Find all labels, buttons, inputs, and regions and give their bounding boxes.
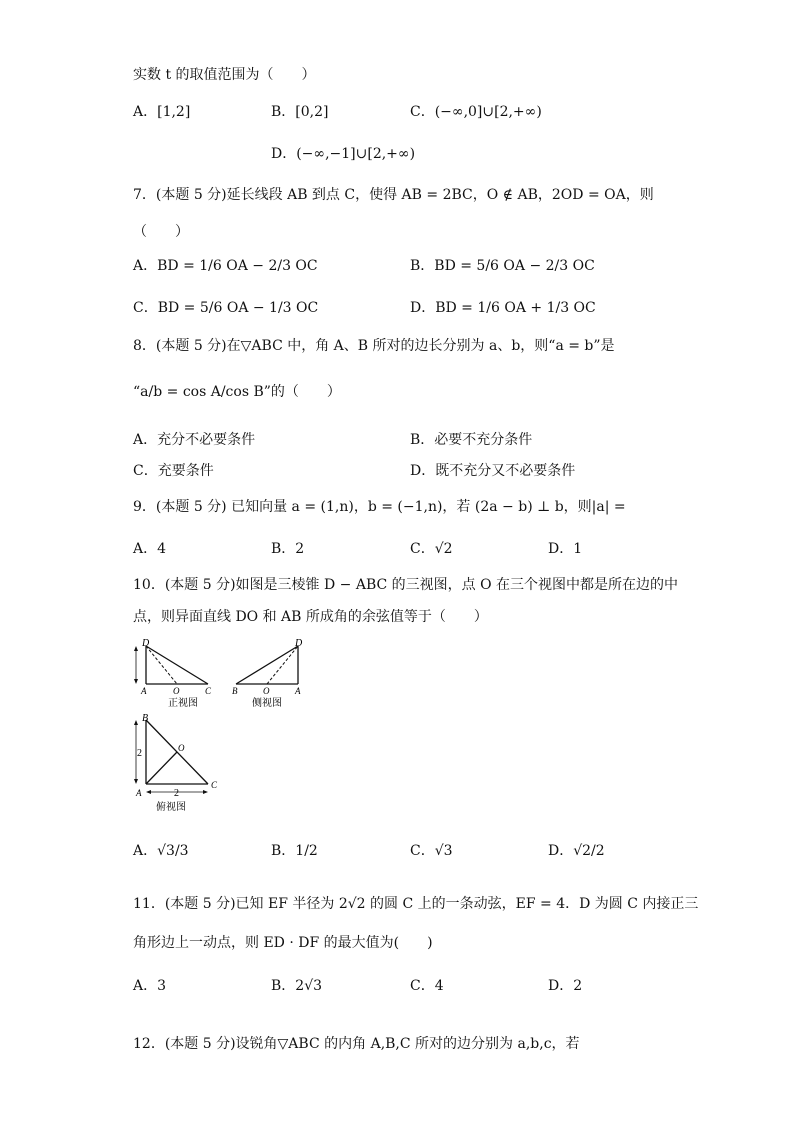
q8-stem: 8．(本题 5 分)在▽ABC 中，角 A、B 所对的边长分别为 a、b，则“a = b”是 — [133, 338, 615, 354]
q9-option-d[interactable]: D．1 — [548, 541, 583, 557]
q7-blank: （ ） — [133, 224, 189, 240]
q11-stem: 11．(本题 5 分)已知 EF 半径为 2√2 的圆 C 上的一条动弦，EF = 4．D 为圆 C 内接正三 — [133, 896, 699, 912]
q11-option-a[interactable]: A．3 — [133, 978, 167, 994]
q9-stem: 9．(本题 5 分) 已知向量 a = (1,n)，b = (−1,n)，若 (2a − b) ⊥ b，则|a| = — [133, 499, 626, 515]
side-view-caption: 侧视图 — [252, 698, 282, 708]
top-label-b: B — [142, 713, 149, 724]
side-label-o: O — [263, 686, 270, 696]
q7-option-a[interactable]: A．BD = 1/6 OA − 2/3 OC — [133, 258, 318, 274]
front-label-c: C — [205, 686, 212, 696]
front-label-o: O — [173, 686, 180, 696]
q10-option-a[interactable]: A．√3/3 — [133, 843, 189, 859]
top-view-figure — [128, 712, 228, 816]
q9-option-b[interactable]: B．2 — [271, 541, 305, 557]
top-view-caption: 俯视图 — [156, 802, 186, 813]
q7-option-b[interactable]: B．BD = 5/6 OA − 2/3 OC — [410, 258, 595, 274]
top-dim-vertical: 2 — [137, 748, 142, 759]
q11-option-c[interactable]: C．4 — [410, 978, 444, 994]
q10-option-d[interactable]: D．√2/2 — [548, 843, 605, 859]
front-label-a: A — [141, 686, 147, 696]
q6-stem-tail: 实数 t 的取值范围为（ ） — [133, 67, 316, 83]
side-label-b: B — [232, 686, 238, 696]
top-label-c: C — [211, 780, 218, 790]
q6-option-b[interactable]: B．[0,2] — [271, 104, 329, 120]
side-label-d: D — [295, 638, 303, 649]
q6-option-d[interactable]: D．(−∞,−1]∪[2,+∞) — [271, 146, 416, 162]
q10-option-c[interactable]: C．√3 — [410, 843, 453, 859]
top-dim-horizontal: 2 — [174, 788, 179, 799]
front-label-d: D — [142, 638, 150, 649]
top-label-a: A — [136, 788, 142, 798]
front-view-figure — [128, 636, 218, 708]
q6-option-a[interactable]: A．[1,2] — [133, 104, 191, 120]
q8-option-c[interactable]: C．充要条件 — [133, 463, 214, 479]
q9-option-c[interactable]: C．√2 — [410, 541, 453, 557]
q7-option-c[interactable]: C．BD = 5/6 OA − 1/3 OC — [133, 300, 319, 316]
q7-option-d[interactable]: D．BD = 1/6 OA + 1/3 OC — [410, 300, 596, 316]
front-view-caption: 正视图 — [168, 698, 198, 708]
side-label-a: A — [295, 686, 301, 696]
q7-stem: 7．(本题 5 分)延长线段 AB 到点 C，使得 AB = 2BC，O ∉ AB，2OD = OA，则 — [133, 187, 654, 203]
q11-option-b[interactable]: B．2√3 — [271, 978, 323, 994]
top-label-o: O — [178, 743, 185, 753]
q8-option-d[interactable]: D．既不充分又不必要条件 — [410, 463, 576, 479]
q8-option-b[interactable]: B．必要不充分条件 — [410, 432, 533, 448]
q9-option-a[interactable]: A．4 — [133, 541, 167, 557]
q10-stem: 10．(本题 5 分)如图是三棱锥 D − ABC 的三视图，点 O 在三个视图中都是所在边的中 — [133, 577, 679, 593]
q10-stem-2: 点，则异面直线 DO 和 AB 所成角的余弦值等于（ ） — [133, 609, 488, 625]
q6-option-c[interactable]: C．(−∞,0]∪[2,+∞) — [410, 104, 542, 120]
q11-option-d[interactable]: D．2 — [548, 978, 583, 994]
q12-stem: 12．(本题 5 分)设锐角▽ABC 的内角 A,B,C 所对的边分别为 a,b,c，若 — [133, 1036, 580, 1052]
q8-stem-2: “a/b = cos A/cos B”的（ ） — [133, 384, 341, 400]
q10-option-b[interactable]: B．1/2 — [271, 843, 318, 859]
side-view-figure — [228, 636, 314, 708]
q11-stem-2: 角形边上一动点，则 ED · DF 的最大值为( ) — [133, 935, 433, 951]
q8-option-a[interactable]: A．充分不必要条件 — [133, 432, 256, 448]
